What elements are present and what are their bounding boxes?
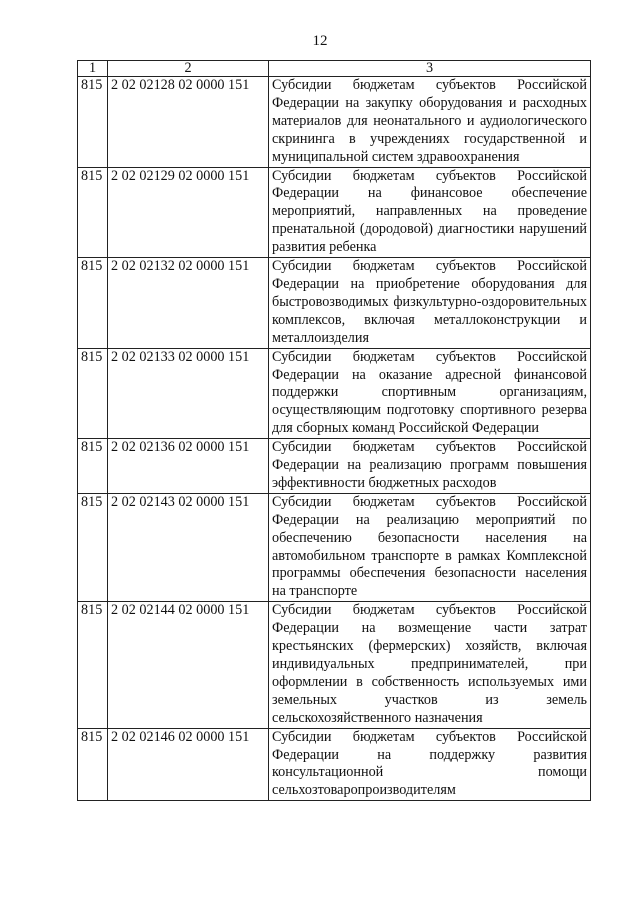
page-number: 12 xyxy=(312,33,328,49)
budget-code-cell: 2 02 02129 02 0000 151 xyxy=(108,167,269,258)
budget-code-cell: 2 02 02128 02 0000 151 xyxy=(108,77,269,168)
admin-code-cell: 815 xyxy=(78,167,108,258)
budget-code-cell: 2 02 02146 02 0000 151 xyxy=(108,728,269,801)
description-cell: Субсидии бюджетам субъектов Российской Федерации на оказание адресной финансовой поддержки спортивным организациям, осуществляющим подготовку спортивного резерва для сборных команд Российской Федерации xyxy=(269,348,591,439)
budget-code-cell: 2 02 02144 02 0000 151 xyxy=(108,602,269,728)
table-row xyxy=(78,439,591,494)
table-row xyxy=(78,167,591,258)
admin-code-cell: 815 xyxy=(78,348,108,439)
description-cell: Субсидии бюджетам субъектов Российской Федерации на финансовое обеспечение мероприятий, направленных на проведение пренатальной (дородовой) диагностики нарушений развития ребенка xyxy=(269,167,591,258)
description-cell: Субсидии бюджетам субъектов Российской Федерации на поддержку развития консультационной помощи сельхозтоваропроизводителям xyxy=(269,728,591,801)
admin-code-cell: 815 xyxy=(78,258,108,349)
table-row xyxy=(78,348,591,439)
description-cell: Субсидии бюджетам субъектов Российской Федерации на реализацию программ повышения эффективности бюджетных расходов xyxy=(269,439,591,494)
column-header-1: 1 xyxy=(78,61,108,77)
admin-code-cell: 815 xyxy=(78,493,108,601)
table-row xyxy=(78,258,591,349)
column-header-2: 2 xyxy=(108,61,269,77)
table-row xyxy=(78,602,591,728)
budget-code-cell: 2 02 02133 02 0000 151 xyxy=(108,348,269,439)
budget-code-cell: 2 02 02136 02 0000 151 xyxy=(108,439,269,494)
budget-code-cell: 2 02 02132 02 0000 151 xyxy=(108,258,269,349)
budget-classification-table xyxy=(77,60,591,801)
description-cell: Субсидии бюджетам субъектов Российской Федерации на приобретение оборудования для быстровозводимых физкультурно-оздоровительных комплексов, включая металлоконструкции и металлоизделия xyxy=(269,258,591,349)
description-cell: Субсидии бюджетам субъектов Российской Федерации на закупку оборудования и расходных материалов для неонатального и аудиологического скрининга в учреждениях государственной и муниципальной систем здравоохранения xyxy=(269,77,591,168)
budget-code-cell: 2 02 02143 02 0000 151 xyxy=(108,493,269,601)
table-row xyxy=(78,493,591,601)
admin-code-cell: 815 xyxy=(78,728,108,801)
admin-code-cell: 815 xyxy=(78,77,108,168)
admin-code-cell: 815 xyxy=(78,602,108,728)
table-row xyxy=(78,728,591,801)
table-row xyxy=(78,77,591,168)
description-cell: Субсидии бюджетам субъектов Российской Федерации на реализацию мероприятий по обеспечению безопасности населения на автомобильном транспорте в рамках Комплексной программы обеспечения безопасности населения на транспорте xyxy=(269,493,591,601)
column-header-3: 3 xyxy=(269,61,591,77)
admin-code-cell: 815 xyxy=(78,439,108,494)
table-header-row xyxy=(78,61,591,77)
description-cell: Субсидии бюджетам субъектов Российской Федерации на возмещение части затрат крестьянских (фермерских) хозяйств, включая индивидуальных предпринимателей, при оформлении в собственность используемых ими земельных участков из земель сельскохозяйственного назначения xyxy=(269,602,591,728)
